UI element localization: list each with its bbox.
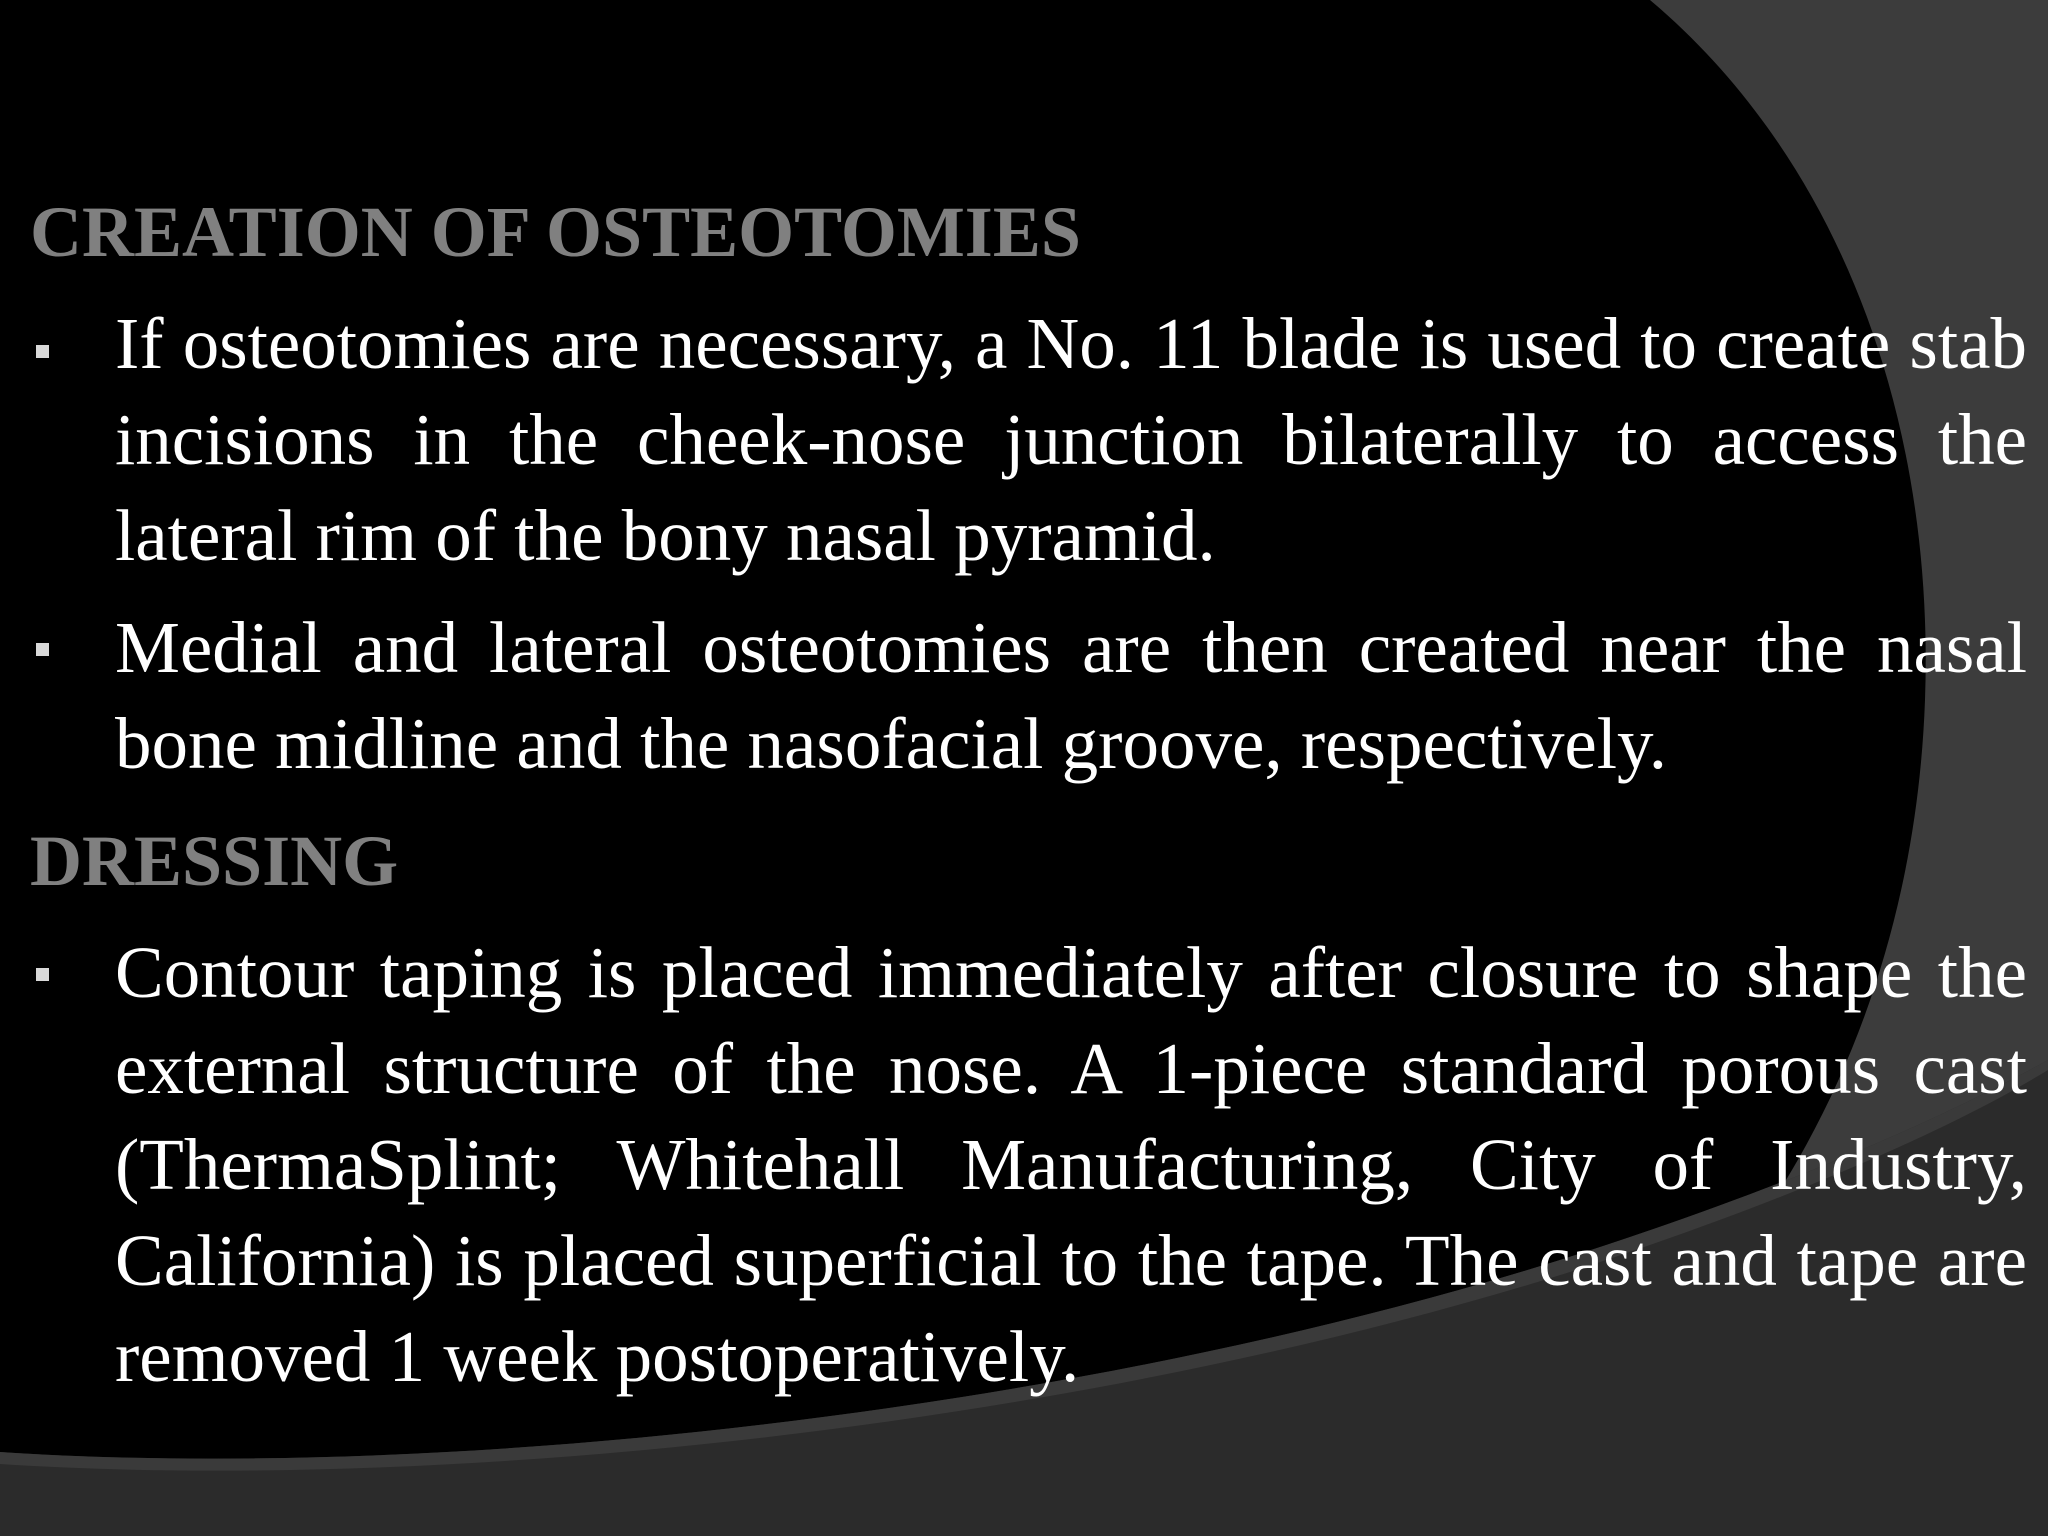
bullet-text: Medial and lateral osteotomies are then created near the nasal bone midline and the nasofacial groove, respectively. — [115, 607, 2027, 784]
section-heading-dressing: DRESSING — [30, 821, 399, 901]
bullet-text: If osteotomies are necessary, a No. 11 blade is used to create stab incisions in the cheek-nose junction bilaterally to access the lateral rim of the bony nasal pyramid. — [115, 303, 2027, 576]
section-heading-osteotomies: CREATION OF OSTEOTOMIES — [30, 192, 1081, 272]
square-bullet-icon — [36, 345, 49, 358]
square-bullet-icon — [36, 643, 49, 656]
square-bullet-icon — [36, 968, 49, 981]
bullet-text: Contour taping is placed immediately after closure to shape the external structure of the nose. A 1-piece standard porous cast (ThermaSplint; Whitehall Manufacturing, City of Industry, California) is placed superficial to the tape. The cast and tape are removed 1 week postoperatively. — [115, 932, 2027, 1397]
